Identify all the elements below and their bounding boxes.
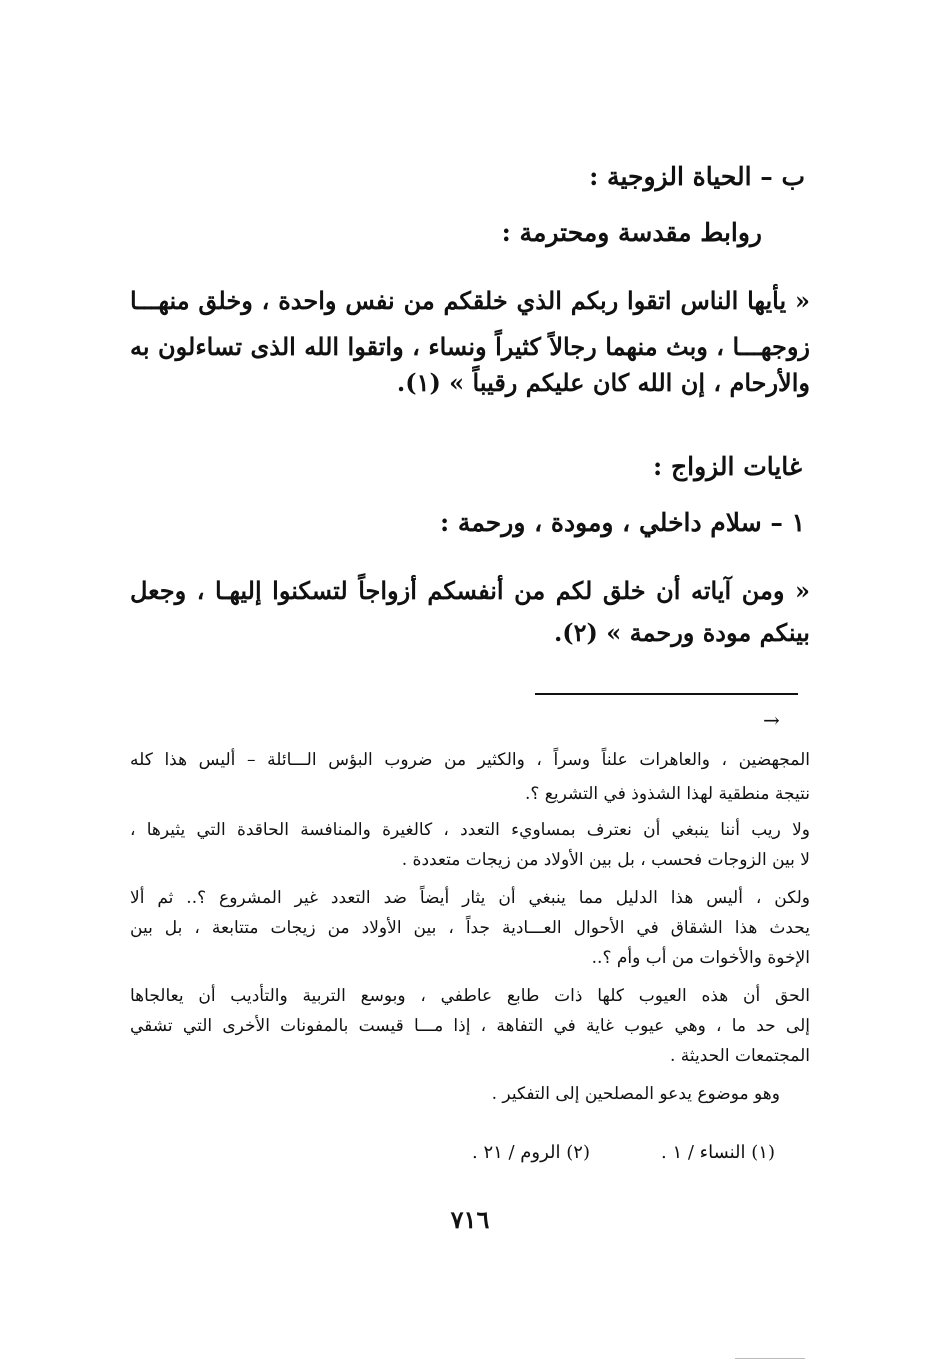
footnote-line-8: الحق أن هذه العيوب كلها ذات طابع عاطفي ، وبوسع التربية والتأديب أن يعالجاها [130,986,810,1006]
page-number: ٧١٦ [450,1205,490,1234]
footnote-line-10: المجتمعات الحديثة . [669,1046,810,1066]
footnote-line-11: وهو موضوع يدعو المصلحين إلى التفكير . [491,1084,780,1104]
subtitle: روابط مقدسة ومحترمة : [501,218,762,247]
verse-line-2: زوجهـــا ، وبث منهما رجالاً كثيراً ونساء ، واتقوا الله الذى تساءلون به [130,332,810,361]
footnote-line-2: نتيجة منطقية لهذا الشذوذ في التشريع ؟. [524,784,810,804]
footnote-line-6: يحدث هذا الشقاق في الأحوال العـــادية جداً ، بين الأولاد من زيجات متتابعة ، بل بين [130,918,810,938]
footnote-line-9: إلى حد ما ، وهي عيوب غاية في التفاهة ، إذا مـــا قيست بالمفونات الأخرى التي تشقي [130,1016,810,1036]
verse-line-3: والأرحام ، إن الله كان عليكم رقيباً » (١). [396,368,810,397]
verse-line-1: « يأيها الناس اتقوا ربكم الذي خلقكم من نفس واحدة ، وخلق منهـــا [130,286,810,315]
verse2-line-2: بينكم مودة ورحمة » (٢). [553,618,810,647]
goals-heading: غايات الزواج : [653,452,802,481]
footnote-line-4: لا بين الزوجات فحسب ، بل بين الأولاد من زيجات متعددة . [401,850,810,870]
footnote-line-5: ولكن ، أليس هذا الدليل مما ينبغي أن يثار أيضاً ضد التعدد غير المشروع ؟.. ثم ألا [130,888,810,908]
goal1-heading: ١ – سلام داخلي ، ومودة ، ورحمة : [440,508,805,537]
verse2-line-1: « ومن آياته أن خلق لكم من أنفسكم أزواجاً لتسكنوا إليهـا ، وجعل [130,576,810,605]
section-title: ب – الحياة الزوجية : [589,162,805,191]
reference-1: (١) النساء / ١ . [660,1142,775,1163]
paper-speck [735,1358,805,1359]
footnote-line-3: ولا ريب أننا ينبغي أن نعترف بمساويء التعدد ، كالغيرة والمنافسة الحاقدة التي يثيرها ، [130,820,810,840]
footnote-line-7: الإخوة والأخوات من أب وأم ؟.. [591,948,810,968]
footnote-divider [535,693,798,695]
continuation-arrow-icon: → [763,708,780,732]
footnote-line-1: المجهضين ، والعاهرات علناً وسراً ، والكثير من ضروب البؤس الـــائلة – أليس هذا كله [130,750,810,770]
reference-2: (٢) الروم / ٢١ . [471,1142,590,1163]
